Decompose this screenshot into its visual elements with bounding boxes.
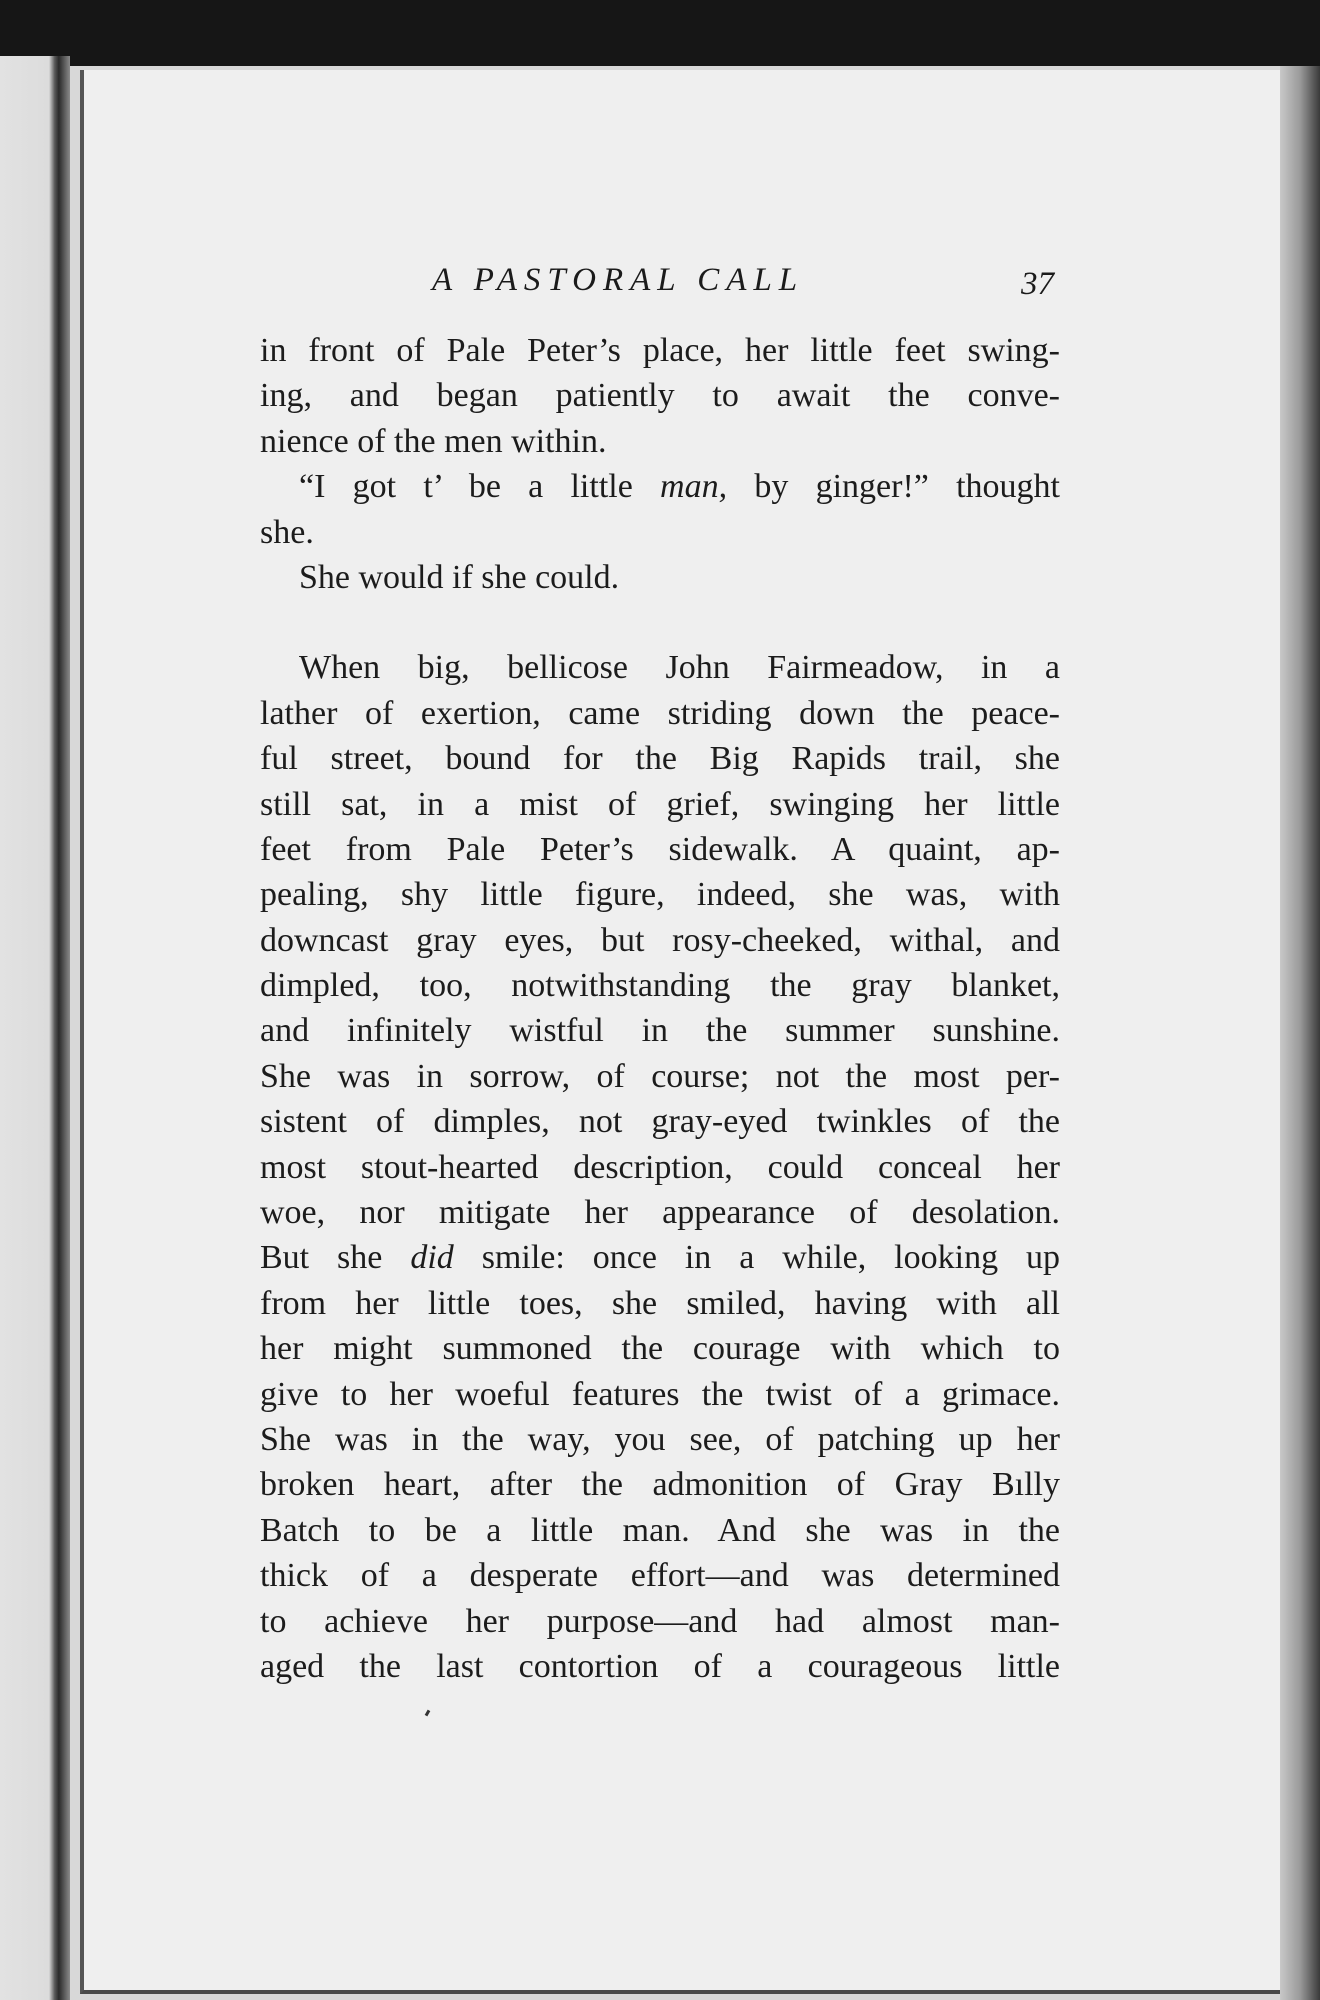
text-line: pealing, shy little figure, indeed, she was, with — [260, 876, 1060, 914]
book-spine-edge — [0, 56, 70, 2000]
text-line: lather of exertion, came striding down the peace- — [260, 694, 1060, 732]
running-head: A PASTORAL CALL — [432, 262, 805, 298]
ink-speck — [425, 1710, 431, 1717]
quote-line-end: by ginger!” thought — [727, 468, 1060, 506]
text-line: most stout-hearted description, could conceal her — [260, 1148, 1060, 1186]
did-line-end: smile: once in a while, looking up — [453, 1239, 1060, 1277]
text-line: Batch to be a little man. And she was in the — [260, 1511, 1060, 1549]
text-line: from her little toes, she smiled, having with all — [260, 1284, 1060, 1322]
page-header — [260, 262, 1060, 312]
text-line: and infinitely wistful in the summer sunshine. — [260, 1012, 1060, 1050]
scanner-top-border — [0, 0, 1320, 66]
text-line: feet from Pale Peter’s sidewalk. A quaint, ap- — [260, 830, 1060, 868]
emphasis-line — [260, 1235, 1060, 1280]
did-emphasis: did — [410, 1239, 454, 1277]
text-line: She would if she could. — [299, 558, 620, 596]
text-line: She was in the way, you see, of patching up her — [260, 1420, 1060, 1458]
section-break — [260, 600, 1060, 645]
text-line: broken heart, after the admonition of Gray Bılly — [260, 1466, 1060, 1504]
text-line: When big, bellicose John Fairmeadow, in a — [299, 649, 1060, 687]
text-line: thick of a desperate effort—and was determined — [260, 1557, 1060, 1595]
text-line: her might summoned the courage with which to — [260, 1330, 1060, 1368]
text-line: woe, nor mitigate her appearance of desolation. — [260, 1194, 1060, 1232]
body-text — [260, 328, 1060, 1689]
text-line: aged the last contortion of a courageous little — [260, 1647, 1060, 1685]
did-line-start: But she — [260, 1239, 411, 1277]
text-line: to achieve her purpose—and had almost man- — [260, 1602, 1060, 1640]
text-line: in front of Pale Peter’s place, her little feet swing- — [260, 332, 1060, 369]
text-line: ing, and began patiently to await the conve- — [260, 377, 1060, 415]
text-line: She was in sorrow, of course; not the most per- — [260, 1057, 1060, 1095]
text-line: ful street, bound for the Big Rapids trail, she — [260, 740, 1060, 778]
text-line: downcast gray eyes, but rosy-cheeked, withal, and — [260, 921, 1060, 959]
text-line: nience of the men within. — [260, 422, 607, 460]
text-line: dimpled, too, notwithstanding the gray blanket, — [260, 967, 1060, 1005]
page-right-edge — [1280, 66, 1320, 2000]
text-line: she. — [260, 513, 314, 551]
page-number: 37 — [1021, 266, 1054, 302]
quote-emphasis: man, — [660, 468, 728, 506]
quote-line — [260, 464, 1060, 509]
text-line: sistent of dimples, not gray-eyed twinkles of the — [260, 1103, 1060, 1141]
quote-line-start: “I got t’ be a little — [299, 468, 661, 506]
text-line: still sat, in a mist of grief, swinging her little — [260, 785, 1060, 823]
text-line: give to her woeful features the twist of a grimace. — [260, 1375, 1060, 1413]
